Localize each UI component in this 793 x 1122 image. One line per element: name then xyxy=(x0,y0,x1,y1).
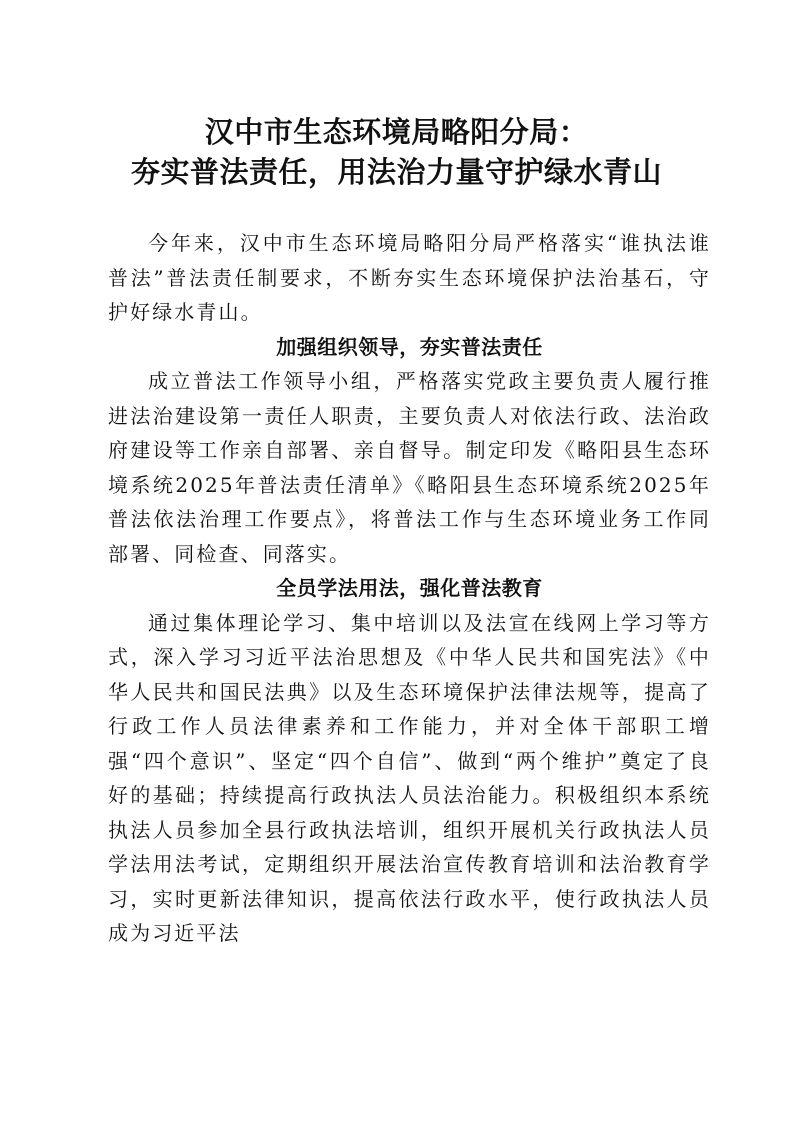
document-body xyxy=(108,226,711,951)
document-title-line1: 汉中市生态环境局略阳分局： xyxy=(204,115,589,149)
section-paragraph-education: 通过集体理论学习、集中培训以及法宣在线网上学习等方式，深入学习习近平法治思想及《中华人民共和国宪法》《中华人民共和国民法典》以及生态环境保护法律法规等，提高了行政工作人员法律素养和工作能力，并对全体干部职工增强“四个意识”、坚定“四个自信”、做到“两个维护”奠定了良好的基础；持续提高行政执法人员法治能力。积极组织本系统执法人员参加全县行政执法培训，组织开展机关行政执法人员学法用法考试，定期组织开展法治宣传教育培训和法治教育学习，实时更新法律知识，提高依法行政水平，使行政执法人员成为习近平法 xyxy=(108,610,711,945)
section-heading-education: 全员学法用法，强化普法教育 xyxy=(276,576,543,600)
intro-paragraph: 今年来，汉中市生态环境局略阳分局严格落实“谁执法谁普法”普法责任制要求，不断夯实生态环境保护法治基石，守护好绿水青山。 xyxy=(108,231,711,324)
section-paragraph-organization: 成立普法工作领导小组，严格落实党政主要负责人履行推进法治建设第一责任人职责，主要负责人对依法行政、法治政府建设等工作亲自部署、亲自督导。制定印发《略阳县生态环境系统2025年普法责任清单》《略阳县生态环境系统2025年普法依法治理工作要点》，将普法工作与生态环境业务工作同部署、同检查、同落实。 xyxy=(108,369,711,566)
document-title-line2: 夯实普法责任，用法治力量守护绿水青山 xyxy=(130,155,662,189)
section-heading-organization: 加强组织领导，夯实普法责任 xyxy=(276,334,543,359)
